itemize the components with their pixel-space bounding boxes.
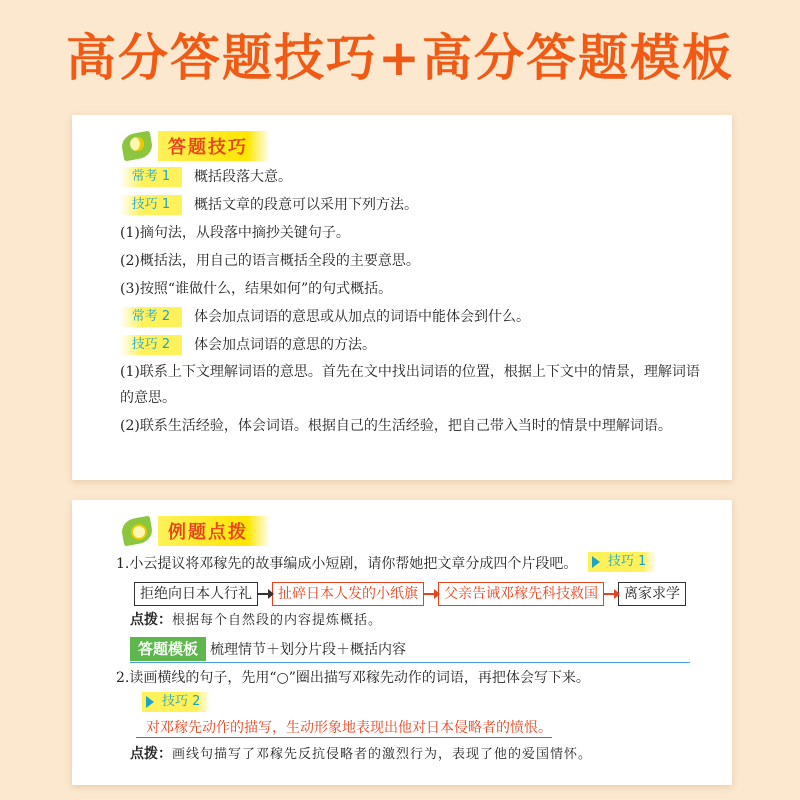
sequence-box: 离家求学 <box>618 582 686 606</box>
triangle-pointer-icon <box>146 696 154 708</box>
line-method-3 <box>120 279 692 299</box>
line-text: 体会加点词语的意思的方法。 <box>194 337 376 353</box>
plot-sequence-diagram <box>134 582 686 606</box>
hint-text: 根据每个自然段的内容提炼概括。 <box>172 613 383 628</box>
jiqiao-pointer <box>588 552 656 572</box>
leaf-moon-icon <box>122 131 156 161</box>
line-text: (2)联系生活经验，体会词语。根据自己的生活经验，把自己带入当时的情景中理解词语。 <box>120 418 672 434</box>
jiqiao-label: 技巧 2 <box>162 694 201 709</box>
template-label: 答题模板 <box>130 637 206 661</box>
line-method-1 <box>120 223 692 243</box>
line-changkao-1 <box>120 167 692 187</box>
section-title-techniques <box>122 131 270 161</box>
hint-label: 点拨： <box>130 746 172 762</box>
answer-line <box>136 718 692 738</box>
hint-2 <box>130 744 692 765</box>
sequence-box-answer: 父亲告诫邓稼先科技救国 <box>438 582 604 606</box>
answer-template <box>130 637 406 661</box>
section-title-example <box>122 516 270 546</box>
hint-1 <box>130 610 692 631</box>
tag-changkao: 常考 1 <box>120 167 182 187</box>
tag-jiqiao: 技巧 1 <box>120 195 182 215</box>
example-card <box>72 500 732 785</box>
line-changkao-2 <box>120 307 692 327</box>
line-jiqiao-1 <box>120 195 692 215</box>
banner <box>0 0 800 108</box>
hint-text: 画线句描写了邓稼先反抗侵略者的激烈行为，表现了他的爱国情怀。 <box>172 747 593 762</box>
line-text: 体会加点词语的意思或从加点的词语中能体会到什么。 <box>194 309 530 325</box>
jiqiao-label: 技巧 1 <box>607 554 647 569</box>
question-text: 1.小云提议将邓稼先的故事编成小短剧，请你帮她把文章分成四个片段吧。 <box>116 556 578 572</box>
arrow-icon <box>258 593 272 595</box>
question-1 <box>116 552 692 574</box>
line-context-method <box>120 359 700 411</box>
section-title-label: 例题点拨 <box>158 516 270 546</box>
line-text: 概括段落大意。 <box>194 169 292 185</box>
line-text: (1)摘句法，从段落中摘抄关键句子。 <box>120 225 350 241</box>
template-text: 梳理情节＋划分片段＋概括内容 <box>210 642 407 658</box>
hint-label: 点拨： <box>130 612 172 628</box>
answer-text: 对邓稼先动作的描写，生动形象地表现出他对日本侵略者的愤恨。 <box>136 720 552 738</box>
section-title-label: 答题技巧 <box>158 131 270 161</box>
question-text: 2.读画横线的句子，先用“○”圈出描写邓稼先动作的词语，再把体会写下来。 <box>116 670 590 686</box>
line-text: (1)联系上下文理解词语的意思。首先在文中找出词语的位置，根据上下文中的情景，理解词语的意思。 <box>120 364 700 406</box>
techniques-card <box>72 115 732 480</box>
line-text: (2)概括法，用自己的语言概括全段的主要意思。 <box>120 253 420 269</box>
line-experience-method <box>120 413 700 439</box>
leaf-planet-icon <box>122 516 156 546</box>
arrow-icon <box>604 593 618 595</box>
line-method-2 <box>120 251 692 271</box>
banner-title: 高分答题技巧+高分答题模板 <box>66 29 734 87</box>
sequence-box-answer: 扯碎日本人发的小纸旗 <box>272 582 424 606</box>
question-2 <box>116 668 692 688</box>
tag-changkao: 常考 2 <box>120 307 182 327</box>
jiqiao-2-pointer-row <box>142 692 692 714</box>
line-jiqiao-2 <box>120 335 692 355</box>
jiqiao-pointer <box>142 692 210 712</box>
tag-jiqiao: 技巧 2 <box>120 335 182 355</box>
arrow-icon <box>424 593 438 595</box>
line-text: 概括文章的段意可以采用下列方法。 <box>194 197 418 213</box>
divider <box>130 662 690 663</box>
triangle-pointer-icon <box>592 556 600 568</box>
line-text: (3)按照“谁做什么，结果如何”的句式概括。 <box>120 281 393 297</box>
sequence-box: 拒绝向日本人行礼 <box>134 582 258 606</box>
